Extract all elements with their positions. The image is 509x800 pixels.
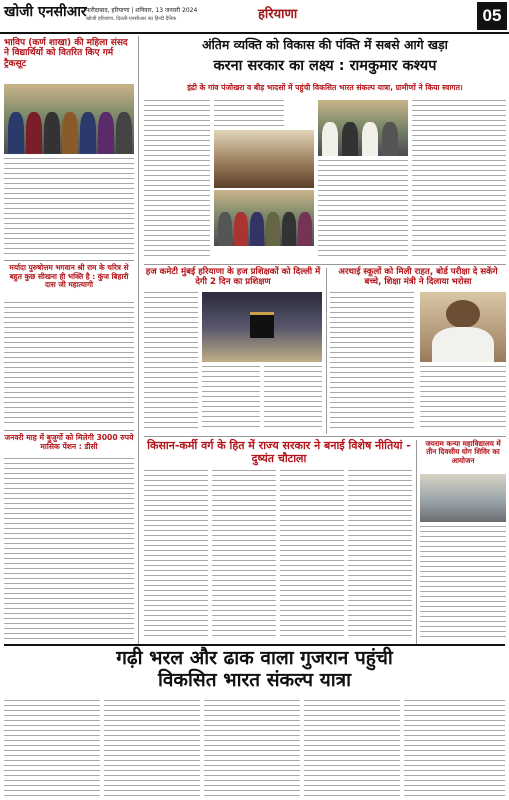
banner-body-col4	[304, 700, 400, 796]
story-body-schools-col2	[420, 366, 506, 430]
lead-body-col3	[318, 160, 408, 260]
lead-body-col4	[412, 100, 506, 260]
story-body-schools-col1	[330, 292, 414, 430]
story-headline-schools: अरथाई स्कूलों को मिली राहत, बोर्ड परीक्षा दे सकेंगे बच्चे, शिक्षा मंत्री ने दिलाया भरोसा	[338, 267, 498, 287]
divider	[144, 436, 506, 437]
lead-headline-line1: अंतिम व्यक्ति को विकास की पंक्ति में सबसे आगे खड़ा	[202, 37, 448, 52]
story-body-yoga	[420, 526, 506, 640]
story-headline-left-lower: जनवरी माह में बुजुर्गो को मिलेगी 3000 रुपये मासिक पेंशन : डीसी	[4, 433, 134, 451]
banner-headline-line2: विकसित भारत संकल्प यात्रा	[157, 668, 352, 691]
story-photo-kaaba	[202, 292, 322, 362]
story-headline-yoga: जयराम कन्या महाविद्यालय में तीन दिवसीय योग शिविर का आयोजन	[425, 439, 501, 465]
lead-headline-line2: करना सरकार का लक्ष्य : रामकुमार कश्यप	[213, 58, 437, 74]
section-title: हरियाणा	[258, 7, 298, 22]
dateline: फरीदाबाद, हरियाणा | शनिवार, 13 जनवरी 2024	[86, 7, 198, 14]
newspaper-title: खोजी एनसीआर	[4, 4, 87, 20]
lead-photo-crowd	[214, 190, 314, 246]
lead-body-col2	[214, 100, 284, 128]
lead-photo-officials	[318, 100, 408, 156]
banner-body-col1	[4, 700, 100, 796]
story-body-haj-col1	[144, 292, 198, 430]
story-headline-haj: हज कमेटी मुंबई हरियाणा के हज प्रशिक्षकों को दिल्ली में देगी 2 दिन का प्रशिक्षण	[145, 267, 321, 287]
banner-headline	[4, 648, 505, 692]
story-body-left-lower	[4, 458, 134, 640]
banner-body-col3	[204, 700, 300, 796]
column-rule	[416, 440, 417, 644]
story-body-farmers-col4	[348, 470, 412, 640]
story-headline-left-top: भाविप (कर्ण शाखा) की महिला संसद ने विद्यार्थियों को वितरित किए गर्म ट्रैकसूट	[4, 38, 128, 69]
story-headline-farmers: किसान-कर्मी वर्ग के हित में राज्य सरकार ने बनाई विशेष नीतियां - दुष्यंत चौटाला	[147, 439, 411, 465]
lead-subhead: इंद्री के गांव पंजोखरा व बीड़ भादसों में पहुंची विकसित भारत संकल्प यात्रा, ग्रामीणों ने किया स्वागत।	[187, 83, 463, 92]
banner-body-col2	[104, 700, 200, 796]
story-photo-students	[4, 84, 134, 154]
story-body-farmers-col2	[212, 470, 276, 640]
story-body-left-top	[4, 158, 134, 256]
page-number: 05	[477, 2, 507, 30]
story-photo-yoga-camp	[420, 474, 506, 522]
masthead-subline: खोजी हरियाणा, दिल्ली-एनसीआर का हिन्दी दैनिक	[86, 16, 177, 22]
story-body-left-mid	[4, 302, 134, 426]
story-body-farmers-col1	[144, 470, 208, 640]
story-headline-left-mid: मर्यादा पुरुषोत्तम भगवान श्री राम के चरित्र से बहुत कुछ सीखना ही भक्ति है : कुंज बिहारी दास जी महात्यागी	[9, 263, 129, 290]
banner-body-col5	[404, 700, 505, 796]
divider	[4, 260, 134, 261]
story-body-haj-col2	[202, 366, 260, 430]
banner-headline-line1: गढ़ी भरल और ढाक वाला गुजरान पहुंची	[116, 647, 393, 669]
divider	[144, 264, 506, 265]
column-rule	[138, 36, 139, 644]
story-body-haj-col3	[264, 366, 322, 430]
story-photo-minister	[420, 292, 506, 362]
story-body-farmers-col3	[280, 470, 344, 640]
divider	[4, 430, 134, 431]
masthead	[0, 0, 509, 34]
column-rule	[326, 268, 327, 434]
lead-body-col1	[144, 100, 210, 260]
lead-photo-stage	[214, 130, 314, 188]
divider	[4, 644, 505, 646]
